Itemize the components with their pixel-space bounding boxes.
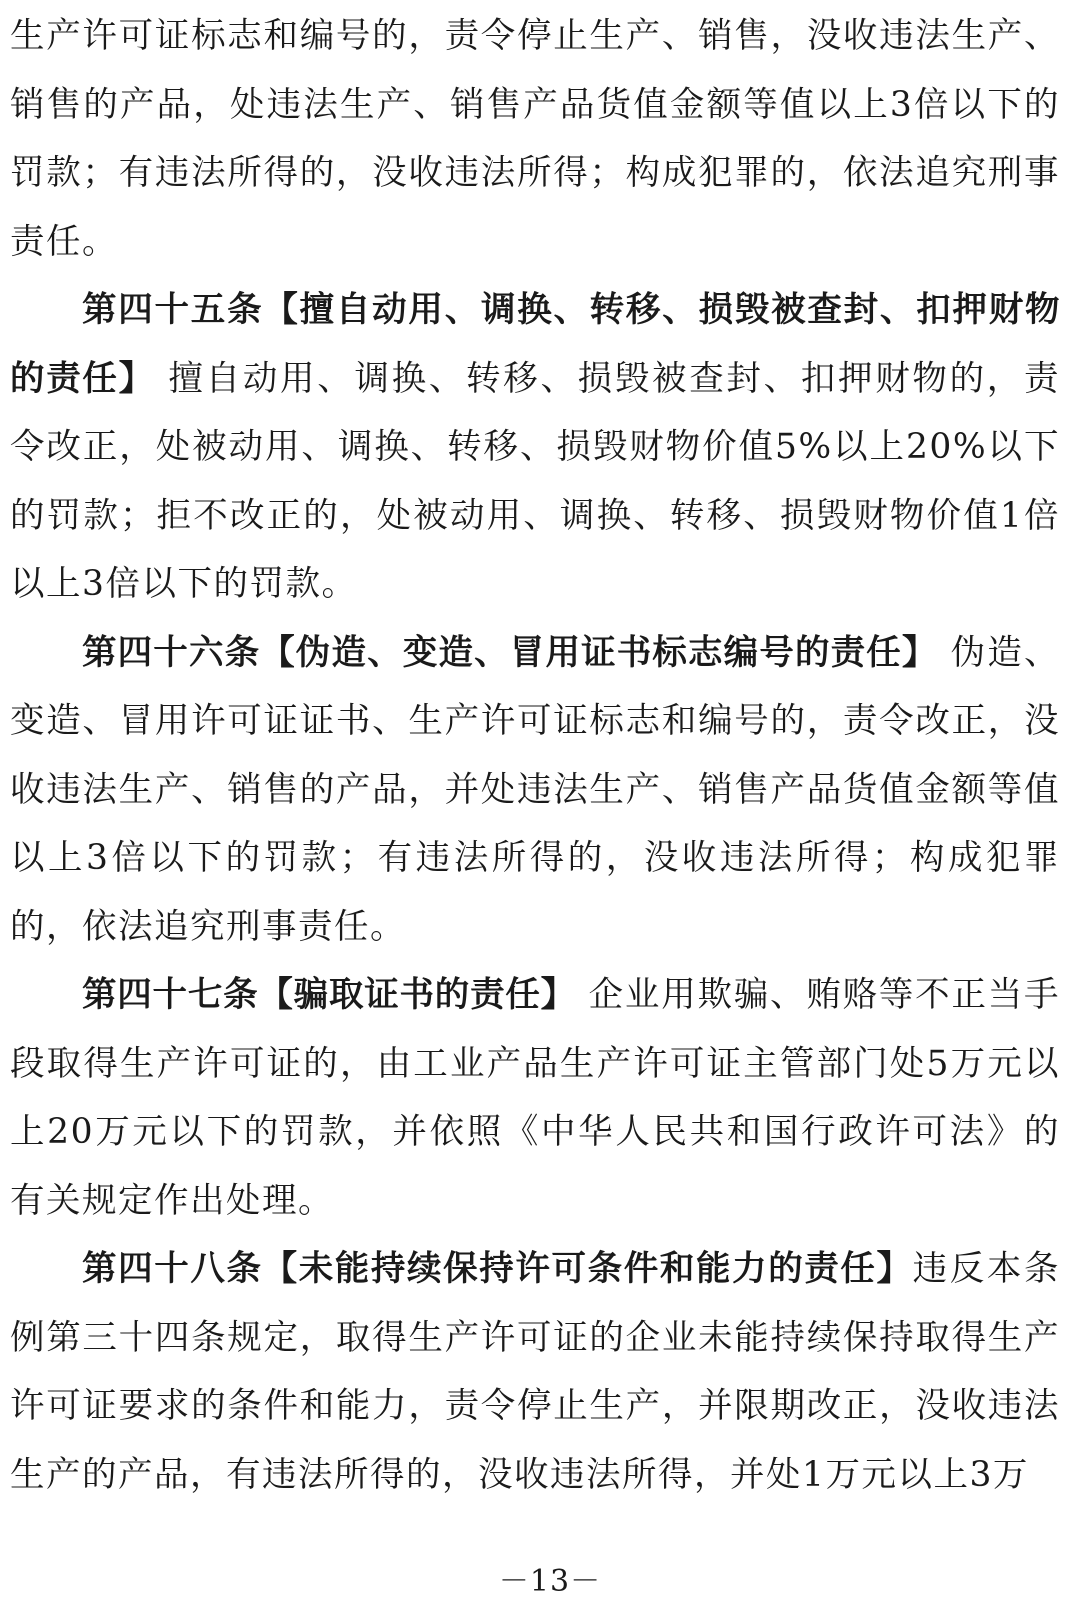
article-48 [10, 1235, 1060, 1509]
article-47-body: 企业用欺骗、贿赂等不正当手段取得生产许可证的，由工业产品生产许可证主管部门处5万元以上20万元以下的罚款，并依照《中华人民共和国行政许可法》的有关规定作出处理。 [10, 975, 1061, 1221]
article-46-body: 伪造、变造、冒用许可证证书、生产许可证标志和编号的，责令改正，没收违法生产、销售的产品，并处违法生产、销售产品货值金额等值以上3倍以下的罚款；有违法所得的，没收违法所得；构成犯罪的，依法追究刑事责任。 [10, 632, 1061, 947]
document-body [10, 0, 1060, 1509]
article-48-body: 违反本条例第三十四条规定，取得生产许可证的企业未能持续保持取得生产许可证要求的条件和能力，责令停止生产，并限期改正，没收违法生产的产品，有违法所得的，没收违法所得，并处1万元以上3万 [10, 1249, 1061, 1495]
article-47 [10, 961, 1060, 1235]
document-page [10, 0, 1060, 1619]
article-45 [10, 276, 1060, 619]
article-45-heading: 第四十五条【擅自动用、调换、转移、损毁被查封、扣押财物的责任】 [10, 290, 1060, 399]
continuation-paragraph [10, 2, 1060, 276]
article-45-body: 擅自动用、调换、转移、损毁被查封、扣押财物的，责令改正，处被动用、调换、转移、损毁财物价值5%以上20%以下的罚款；拒不改正的，处被动用、调换、转移、损毁财物价值1倍以上3倍以下的罚款。 [10, 358, 1061, 604]
page-number: －13－ [498, 1564, 602, 1599]
article-47-heading: 第四十七条【骗取证书的责任】 [82, 975, 576, 1015]
article-46-heading: 第四十六条【伪造、变造、冒用证书标志编号的责任】 [82, 632, 938, 673]
article-48-heading: 第四十八条【未能持续保持许可条件和能力的责任】 [82, 1249, 913, 1289]
article-46 [10, 619, 1060, 962]
continuation-text: 生产许可证标志和编号的，责令停止生产、销售，没收违法生产、销售的产品，处违法生产、销售产品货值金额等值以上3倍以下的罚款；有违法所得的，没收违法所得；构成犯罪的，依法追究刑事责任。 [10, 16, 1060, 262]
